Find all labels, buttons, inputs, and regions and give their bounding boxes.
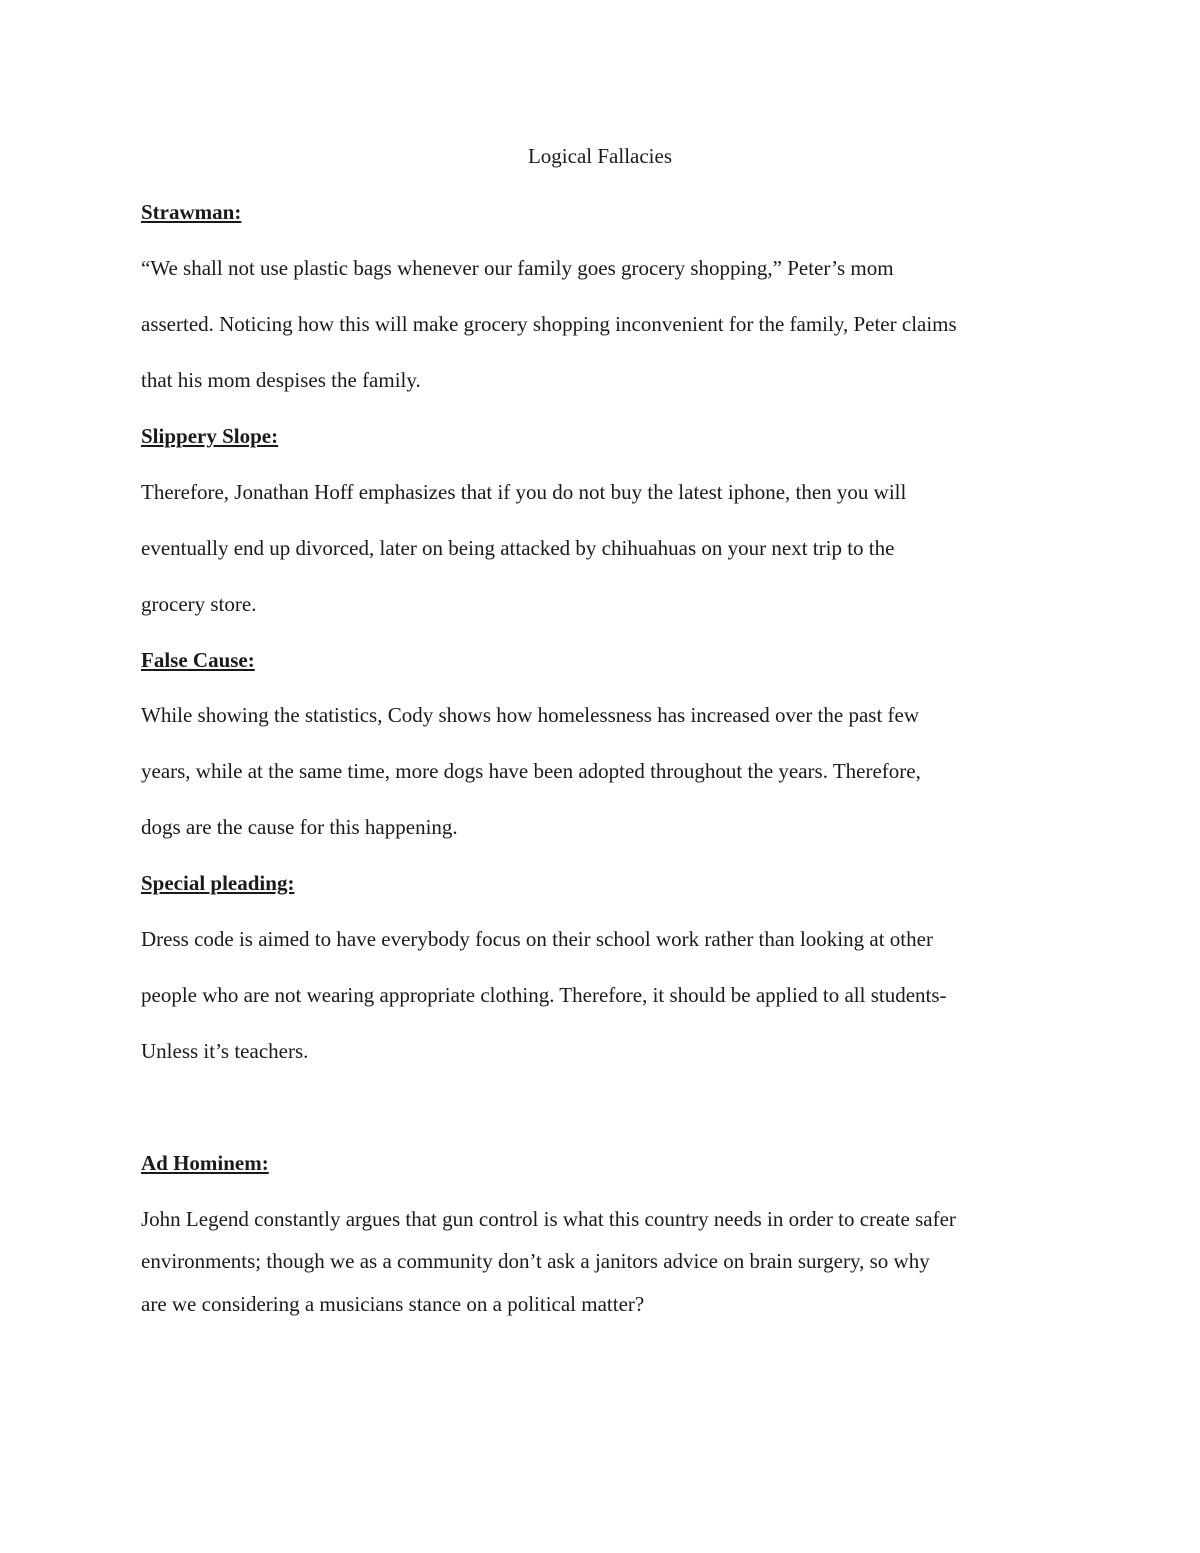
paragraph-line: eventually end up divorced, later on being attacked by chihuahuas on your next trip to the	[141, 536, 895, 560]
section-heading-strawman: Strawman:	[141, 200, 242, 224]
section-heading-false-cause: False Cause:	[141, 648, 255, 672]
paragraph-line: John Legend constantly argues that gun control is what this country needs in order to create safer	[141, 1207, 956, 1231]
section-heading-slippery-slope: Slippery Slope:	[141, 424, 279, 448]
section-heading-special-pleading: Special pleading:	[141, 871, 295, 895]
paragraph-line: Therefore, Jonathan Hoff emphasizes that if you do not buy the latest iphone, then you will	[141, 480, 907, 504]
paragraph-line: “We shall not use plastic bags whenever our family goes grocery shopping,” Peter’s mom	[141, 256, 894, 280]
paragraph-line: people who are not wearing appropriate clothing. Therefore, it should be applied to all students-	[141, 983, 947, 1007]
paragraph-line: Unless it’s teachers.	[141, 1039, 309, 1063]
paragraph-line: years, while at the same time, more dogs have been adopted throughout the years. Therefore,	[141, 759, 921, 783]
document-title: Logical Fallacies	[527, 144, 673, 168]
paragraph-line: are we considering a musicians stance on a political matter?	[141, 1292, 645, 1316]
paragraph-line: environments; though we as a community don’t ask a janitors advice on brain surgery, so why	[141, 1249, 930, 1273]
paragraph-line: that his mom despises the family.	[141, 368, 421, 392]
paragraph-line: dogs are the cause for this happening.	[141, 815, 458, 839]
paragraph-line: While showing the statistics, Cody shows how homelessness has increased over the past few	[141, 703, 920, 727]
section-heading-ad-hominem: Ad Hominem:	[141, 1151, 269, 1175]
paragraph-line: Dress code is aimed to have everybody focus on their school work rather than looking at other	[141, 927, 933, 951]
paragraph-line: grocery store.	[141, 592, 257, 616]
paragraph-line: asserted. Noticing how this will make grocery shopping inconvenient for the family, Peter claims	[141, 312, 957, 336]
